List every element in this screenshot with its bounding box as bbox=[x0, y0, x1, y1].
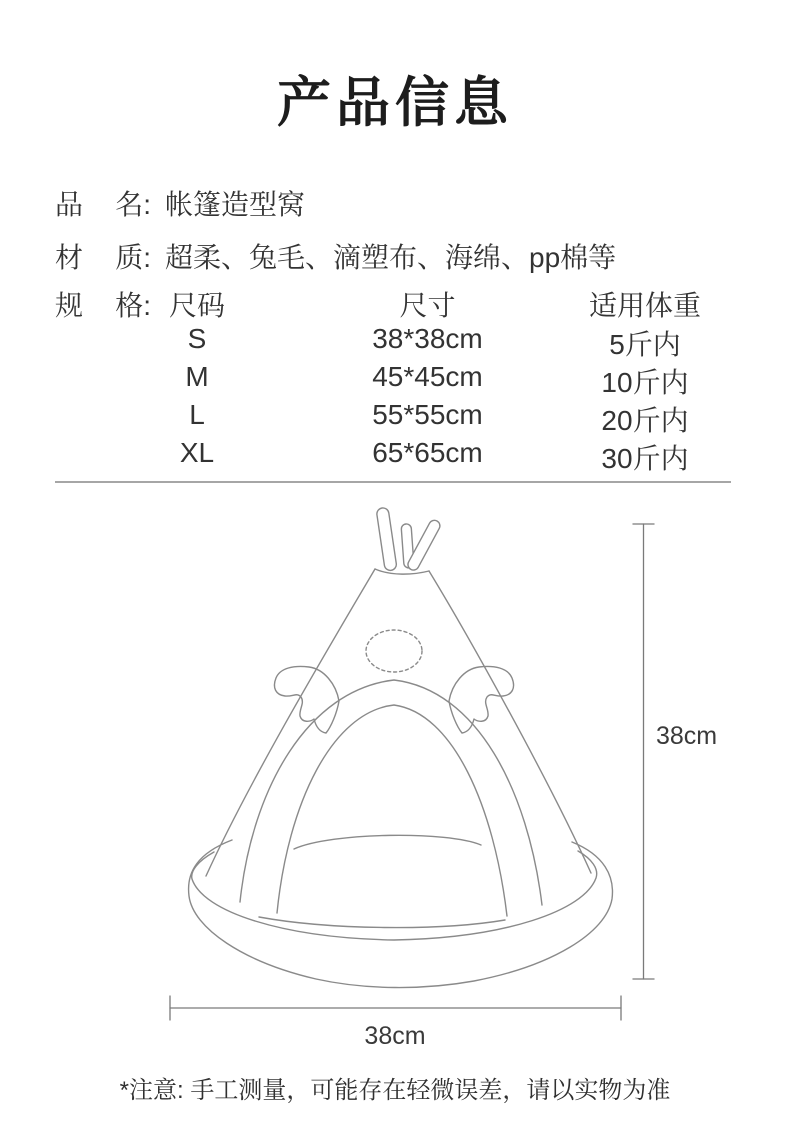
size-cell: XL bbox=[179, 437, 215, 468]
spec-header-dimensions: 尺寸 bbox=[399, 290, 456, 321]
dimensions-cell: 55*55cm bbox=[372, 399, 483, 430]
mat-front-edge bbox=[259, 917, 505, 928]
tent-wings bbox=[274, 666, 513, 733]
tent-body bbox=[206, 569, 591, 876]
dimensions-cell: 65*65cm bbox=[372, 437, 483, 468]
tent-base bbox=[189, 840, 613, 988]
material-label-a: 材 bbox=[55, 242, 84, 273]
material-row bbox=[0, 236, 790, 273]
spec-label bbox=[55, 284, 151, 324]
product-name-label bbox=[55, 183, 151, 223]
spec-label-a: 规 bbox=[55, 290, 84, 321]
dotted-vent bbox=[366, 630, 422, 672]
spec-header-weight: 适用体重 bbox=[588, 290, 701, 321]
measurement-footnote: *注意: 手工测量，可能存在轻微误差，请以实物为准 bbox=[119, 1077, 671, 1104]
height-dimension-label: 38cm bbox=[656, 722, 718, 750]
material-label-b: 质: bbox=[115, 242, 151, 273]
product-name-value: 帐篷造型窝 bbox=[165, 189, 306, 220]
tent-top-edge bbox=[375, 569, 429, 574]
tent-door bbox=[240, 680, 542, 928]
product-name-label-b: 名: bbox=[115, 189, 151, 220]
size-cell: M bbox=[185, 361, 209, 392]
mat-back-edge bbox=[294, 835, 481, 849]
weight-cell: 20斤内 bbox=[601, 405, 689, 436]
dimensions-cell: 45*45cm bbox=[372, 361, 483, 392]
material-value: 超柔、兔毛、滴塑布、海绵、pp棉等 bbox=[165, 242, 617, 273]
spec-header-size: 尺码 bbox=[168, 290, 225, 321]
tent-poles bbox=[376, 507, 442, 572]
dimensions-cell: 38*38cm bbox=[372, 323, 483, 354]
width-dimension-label: 38cm bbox=[364, 1022, 426, 1050]
height-dimension-line bbox=[633, 524, 654, 979]
right-wing bbox=[449, 666, 514, 733]
spec-header-row bbox=[0, 284, 790, 321]
spec-label-b: 格: bbox=[115, 290, 151, 321]
material-label bbox=[55, 236, 151, 276]
page-title: 产品信息 bbox=[277, 73, 513, 133]
weight-cell: 10斤内 bbox=[601, 367, 689, 398]
product-name-label-a: 品 bbox=[55, 189, 84, 220]
product-name-row bbox=[0, 183, 790, 220]
size-cell: L bbox=[189, 399, 205, 430]
table-row bbox=[0, 361, 790, 398]
left-wing bbox=[274, 666, 339, 733]
table-row bbox=[0, 323, 790, 360]
weight-cell: 30斤内 bbox=[601, 443, 689, 474]
size-cell: S bbox=[187, 323, 207, 354]
width-dimension-line bbox=[170, 996, 621, 1020]
weight-cell: 5斤内 bbox=[609, 329, 681, 360]
table-row bbox=[0, 399, 790, 436]
table-row bbox=[0, 437, 790, 474]
tent-diagram bbox=[0, 495, 790, 1040]
section-divider bbox=[55, 481, 731, 483]
